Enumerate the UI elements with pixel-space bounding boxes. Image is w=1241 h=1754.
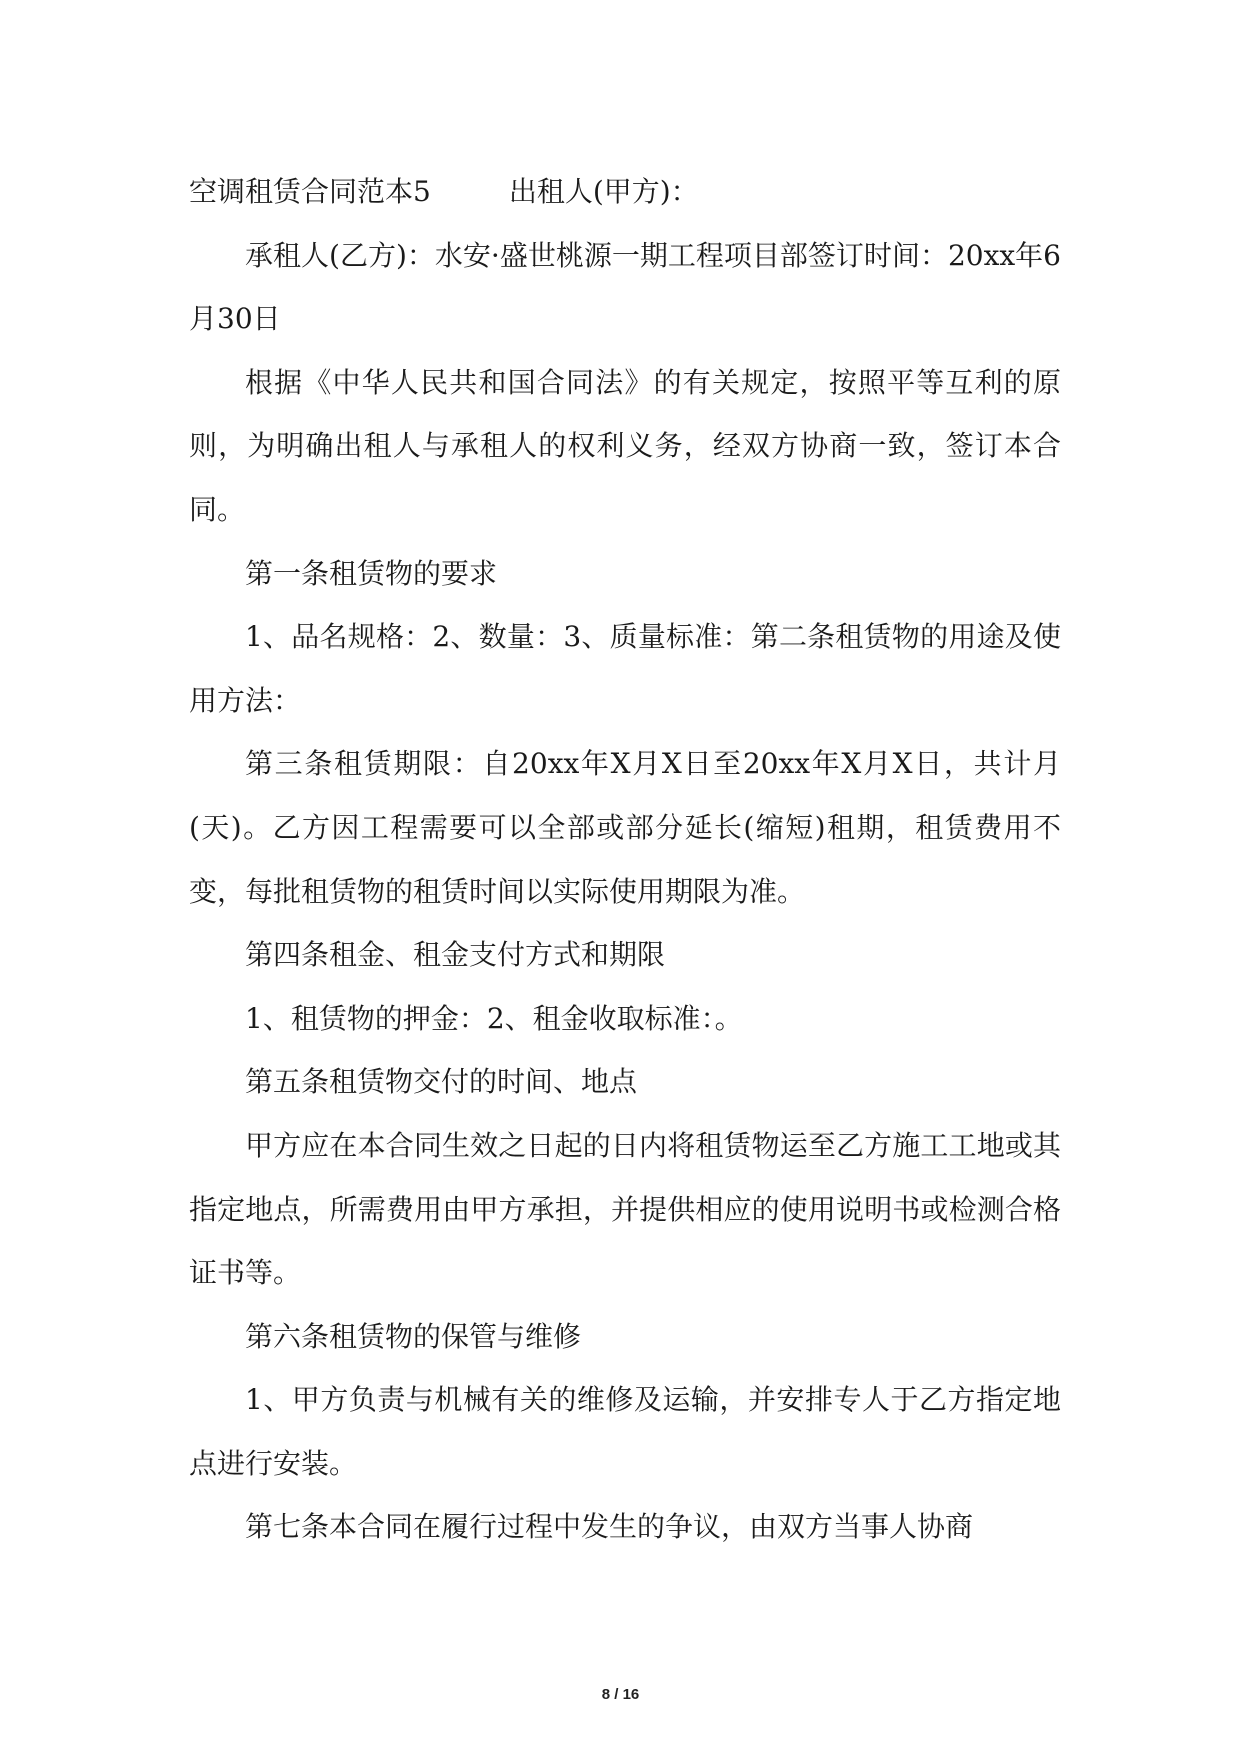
page-number: 8 / 16 xyxy=(601,1686,640,1703)
article-1-heading: 第一条租赁物的要求 xyxy=(245,556,498,590)
article-1-body: 1、品名规格：2、数量：3、质量标准：第二条租赁物的用途及使用方法： xyxy=(189,620,1061,717)
article-5-body: 甲方应在本合同生效之日起的日内将租赁物运至乙方施工工地或其指定地点，所需费用由甲方承担，并提供相应的使用说明书或检测合格证书等。 xyxy=(189,1128,1061,1290)
article-7-paragraph: 第七条本合同在履行过程中发生的争议，由双方当事人协商 xyxy=(245,1510,974,1544)
article-4-heading: 第四条租金、租金支付方式和期限 xyxy=(245,938,666,972)
article-4-body: 1、租赁物的押金：2、租金收取标准：。 xyxy=(245,1001,743,1035)
document-title: 空调租赁合同范本5 xyxy=(189,175,431,208)
lessor-label: 出租人(甲方)： xyxy=(508,175,699,208)
preamble-paragraph: 根据《中华人民共和国合同法》的有关规定，按照平等互利的原则，为明确出租人与承租人的权利义务，经双方协商一致，签订本合同。 xyxy=(189,365,1061,526)
article-6-heading: 第六条租赁物的保管与维修 xyxy=(245,1319,582,1353)
lessee-paragraph: 承租人(乙方)：水安·盛世桃源一期工程项目部签订时间：20xx年6月30日 xyxy=(189,238,1061,336)
article-5-heading: 第五条租赁物交付的时间、地点 xyxy=(245,1065,638,1099)
title-line xyxy=(189,160,1061,224)
article-3-paragraph: 第三条租赁期限：自20xx年X月X日至20xx年X月X日，共计月(天)。乙方因工程需要可以全部或部分延长(缩短)租期，租赁费用不变，每批租赁物的租赁时间以实际使用期限为准。 xyxy=(189,747,1061,908)
document-body xyxy=(189,160,1061,1559)
article-6-body: 1、甲方负责与机械有关的维修及运输，并安排专人于乙方指定地点进行安装。 xyxy=(189,1383,1061,1480)
